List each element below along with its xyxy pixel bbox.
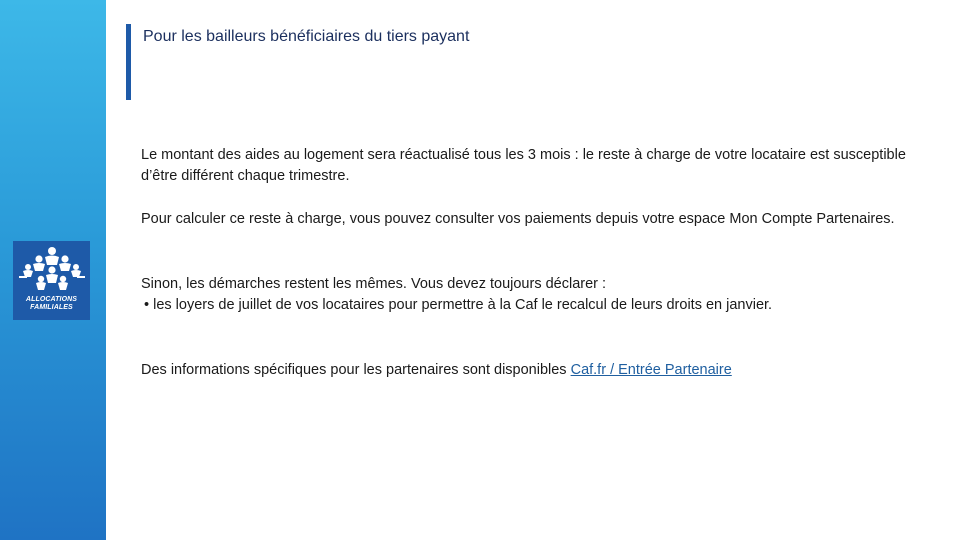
- logo-text: [26, 296, 77, 312]
- caf-family-figures-icon: [19, 245, 85, 295]
- paragraph-aides-reactualisation: Le montant des aides au logement sera réactualisé tous les 3 mois : le reste à charge de votre locataire est susceptible d’être différent chaque trimestre.: [141, 147, 906, 184]
- title-accent-bar: [126, 24, 131, 100]
- slide-title: Pour les bailleurs bénéficiaires du tiers payant: [143, 28, 470, 45]
- caf-partenaire-link[interactable]: Caf.fr / Entrée Partenaire: [570, 362, 732, 378]
- bullet-loyers-juillet: • les loyers de juillet de vos locataires pour permettre à la Caf le recalcul de leurs droits en janvier.: [144, 297, 773, 313]
- caf-logo: [13, 241, 90, 320]
- paragraph-reste-a-charge: Pour calculer ce reste à charge, vous pouvez consulter vos paiements depuis votre espace Mon Compte Partenaires.: [141, 211, 895, 227]
- paragraph-demarches: [141, 274, 772, 316]
- logo-line-1: ALLOCATIONS: [25, 296, 78, 303]
- paragraph-informations-partenaires: [141, 360, 732, 381]
- paragraph-demarches-intro: Sinon, les démarches restent les mêmes. Vous devez toujours déclarer :: [141, 276, 607, 292]
- left-sidebar-band: [0, 0, 106, 540]
- paragraph-informations-text: Des informations spécifiques pour les partenaires sont disponibles: [141, 362, 571, 378]
- logo-line-2: FAMILIALES: [30, 304, 73, 311]
